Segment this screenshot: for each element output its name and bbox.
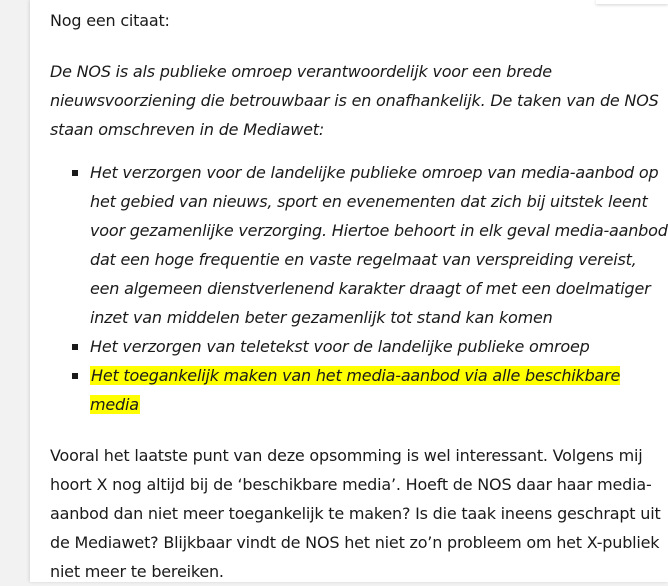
top-bar-edge	[596, 0, 668, 4]
article-content	[50, 6, 668, 586]
list-item-highlighted	[50, 361, 668, 419]
mediawet-task-list	[50, 158, 668, 419]
quote-text: De NOS is als publieke omroep verantwoordelijk voor een brede nieuwsvoorziening die betrouwbaar is en onafhankelijk. De taken van de NOS staan omschreven in de Mediawet:	[50, 62, 659, 139]
article-page	[30, 0, 668, 582]
intro-text: Nog een citaat:	[50, 11, 170, 30]
highlighted-text: Het toegankelijk maken van het media-aanbod via alle beschikbare media	[90, 366, 621, 414]
list-item: Het verzorgen voor de landelijke publieke omroep van media-aanbod op het gebied van nieuws, sport en evenementen dat zich bij uitstek leent voor gezamenlijke verzorging. Hiertoe behoort in elk geval media-aanbod dat een hoge frequentie en vaste regelmaat van verspreiding vereist, een algemeen dienstverlenend karakter draagt of met een doelmatiger inzet van middelen beter gezamenlijk tot stand kan komen	[50, 158, 668, 332]
conclusion-text: Vooral het laatste punt van deze opsomming is wel interessant. Volgens mij hoort X nog altijd bij de ‘beschikbare media’. Hoeft de NOS daar haar media-aanbod dan niet meer toegankelijk te maken? Is die taak ineens geschrapt uit de Mediawet? Blijkbaar vindt de NOS het niet zo’n probleem om het X-publiek niet meer te bereiken.	[50, 446, 661, 581]
list-item: Het verzorgen van teletekst voor de landelijke publieke omroep	[50, 332, 668, 361]
